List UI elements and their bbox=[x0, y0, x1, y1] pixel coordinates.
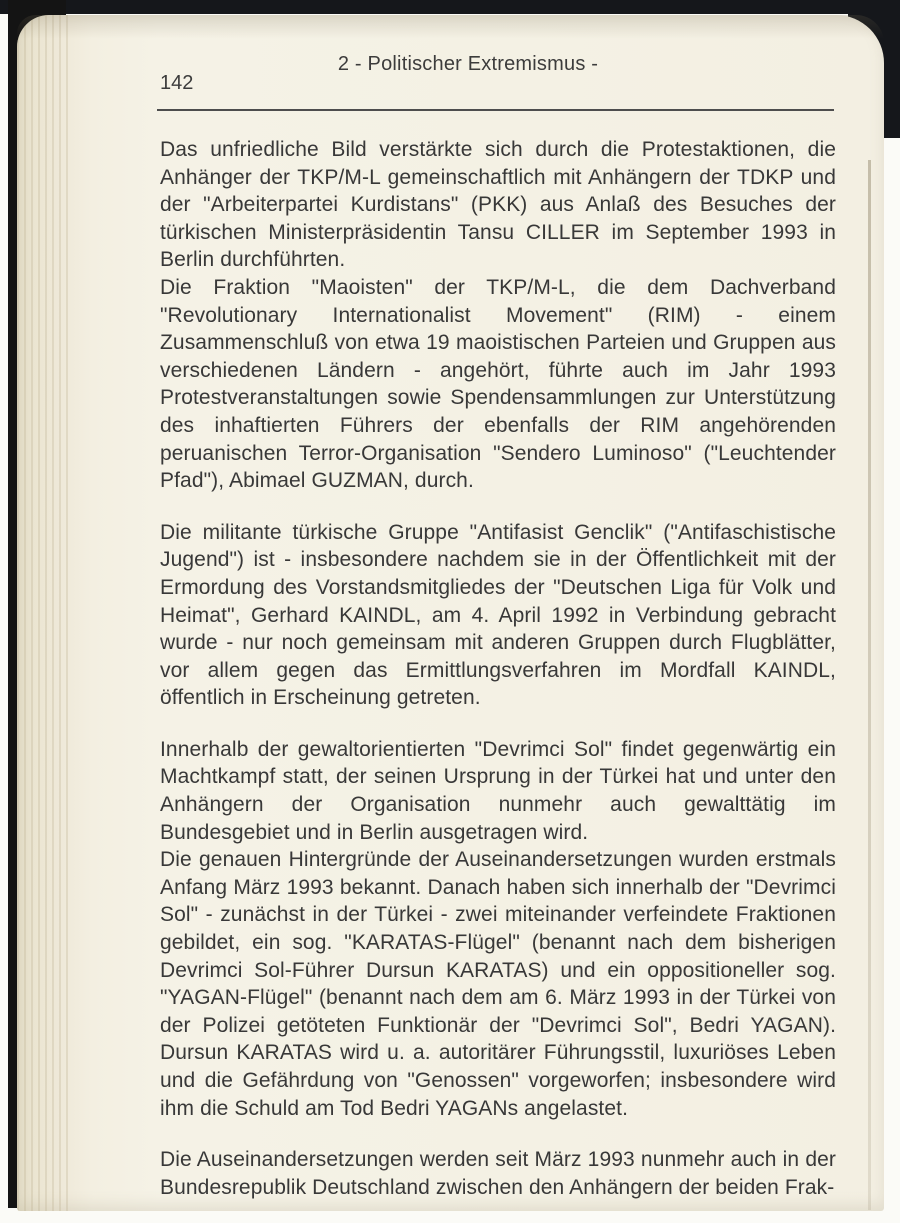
paragraph: Das unfriedliche Bild verstärkte sich durch die Protestaktionen, die Anhänger der TKP/M-L gemeinschaftlich mit Anhängern der TDKP und der "Arbeiterpartei Kurdistans" (PKK) aus Anlaß des Besuches der türkischen Ministerpräsidentin Tansu CILLER im September 1993 in Berlin durchführten. bbox=[160, 138, 836, 272]
paragraph: Die militante türkische Gruppe "Antifasist Genclik" ("Antifaschistische Jugend") ist - insbesondere nachdem sie in der Öffentlichkeit mit der Ermordung des Vorstandsmitgliedes der "Deutschen Liga für Volk und Heimat", Gerhard KAINDL, am 4. April 1992 in Verbindung gebracht wurde - nur noch gemeinsam mit anderen Gruppen durch Flugblätter, vor allem gegen das Ermittlungsverfahren im Mordfall KAINDL, öffentlich in Erscheinung getreten. bbox=[160, 520, 836, 710]
header-divider bbox=[157, 109, 834, 111]
page-right-edge bbox=[868, 160, 871, 1210]
page-number: 142 bbox=[160, 72, 194, 94]
scan-background-top bbox=[0, 0, 900, 14]
running-header: 2 - Politischer Extremismus - bbox=[337, 53, 599, 75]
paragraph: Die genauen Hintergründe der Auseinandersetzungen wurden erstmals Anfang März 1993 bekannt. Danach haben sich innerhalb der "Devrimci Sol" - zunächst in der Türkei - zwei miteinander verfeindete Fraktionen gebildet, ein sog. "KARATAS-Flügel" (benannt nach dem bisherigen Devrimci Sol-Führer Dursun KARATAS) und ein oppositioneller sog. "YAGAN-Flügel" (benannt nach dem am 6. März 1993 in der Türkei von der Polizei getöteten Funktionär der "Devrimci Sol", Bedri YAGAN). Dursun KARATAS wird u. a. autoritärer Führungsstil, luxuriöses Leben und die Gefährdung von "Genossen" vorgeworfen; insbesondere wird ihm die Schuld am Tod Bedri YAGANs angelastet. bbox=[160, 848, 836, 1120]
paragraph: Innerhalb der gewaltorientierten "Devrimci Sol" findet gegenwärtig ein Machtkampf statt, der seinen Ursprung in der Türkei hat und unter den Anhängern der Organisation nunmehr auch gewalttätig im Bundesgebiet und in Berlin ausgetragen wird. bbox=[160, 737, 836, 844]
paragraph: Die Fraktion "Maoisten" der TKP/M-L, die dem Dachverband "Revolutionary Internationalist Movement" (RIM) - einem Zusammenschluß von etwa 19 maoistischen Parteien und Gruppen aus verschiedenen Ländern - angehört, führte auch im Jahr 1993 Protestveranstaltungen sowie Spendensammlungen zur Unterstützung des inhaftierten Führers der ebenfalls der RIM angehörenden peruanischen Terror-Organisation "Sendero Luminoso" ("Leuchtender Pfad"), Abimael GUZMAN, durch. bbox=[160, 275, 836, 493]
paragraph: Die Auseinandersetzungen werden seit März 1993 nunmehr auch in der Bundesrepublik Deutschland zwischen den Anhängern der beiden Frak- bbox=[160, 1148, 836, 1199]
body-text bbox=[160, 136, 836, 1201]
